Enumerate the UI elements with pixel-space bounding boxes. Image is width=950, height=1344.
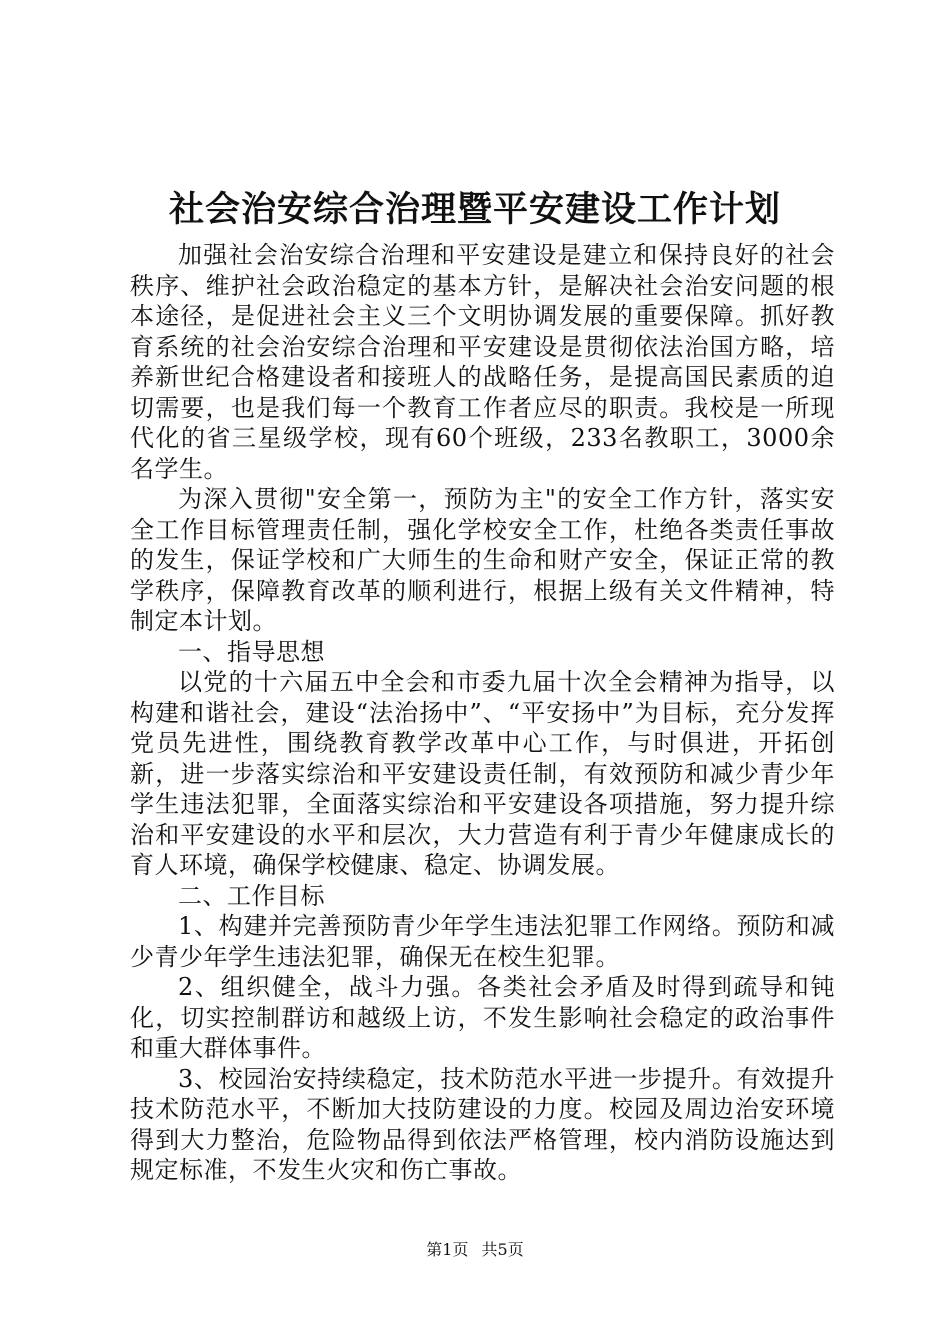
intro-paragraph: 加强社会治安综合治理和平安建设是建立和保持良好的社会秩序、维护社会政治稳定的基本方针，是解决社会治安问题的根本途径，是促进社会主义三个文明协调发展的重要保障。抓好教育系统的社会治安综合治理和平安建设是贯彻依法治国方略，培养新世纪合格建设者和接班人的战略任务，是提高国民素质的迫切需要，也是我们每一个教育工作者应尽的职责。我校是一所现代化的省三星级学校，现有60个班级，233名教职工，3000余名学生。: [130, 241, 835, 483]
guiding-ideology-paragraph: 以党的十六届五中全会和市委九届十次全会精神为指导，以构建和谐社会，建设“法治扬中”、“平安扬中”为目标，充分发挥党员先进性，围绕教育教学改革中心工作，与时俱进，开拓创新，进一步落实综治和平安建设责任制，有效预防和减少青少年学生违法犯罪，全面落实综治和平安建设各项措施，努力提升综治和平安建设的水平和层次，大力营造有利于青少年健康成长的育人环境，确保学校健康、稳定、协调发展。: [130, 668, 835, 879]
page-number: 第1页: [426, 1240, 469, 1259]
document-title: 社会治安综合治理暨平安建设工作计划: [168, 189, 781, 230]
document-body: [130, 240, 835, 1186]
section-heading-work-goals: 二、工作目标: [178, 881, 325, 910]
work-goal-item: 1、构建并完善预防青少年学生违法犯罪工作网络。预防和减少青少年学生违法犯罪，确保无在校生犯罪。: [130, 912, 835, 971]
page-footer: [0, 1240, 950, 1260]
section-heading-guiding-ideology: 一、指导思想: [178, 637, 325, 666]
work-goal-item: 2、组织健全，战斗力强。各类社会矛盾及时得到疏导和钝化，切实控制群访和越级上访，不发生影响社会稳定的政治事件和重大群体事件。: [130, 973, 835, 1062]
purpose-paragraph: 为深入贯彻"安全第一，预防为主"的安全工作方针，落实安全工作目标管理责任制，强化学校安全工作，杜绝各类责任事故的发生，保证学校和广大师生的生命和财产安全，保证正常的教学秩序，保障教育改革的顺利进行，根据上级有关文件精神，特制定本计划。: [130, 485, 835, 635]
work-goal-item: 3、校园治安持续稳定，技术防范水平进一步提升。有效提升技术防范水平，不断加大技防建设的力度。校园及周边治安环境得到大力整治，危险物品得到依法严格管理，校内消防设施达到规定标准，不发生火灾和伤亡事故。: [130, 1064, 835, 1184]
page-total: 共5页: [481, 1240, 524, 1259]
